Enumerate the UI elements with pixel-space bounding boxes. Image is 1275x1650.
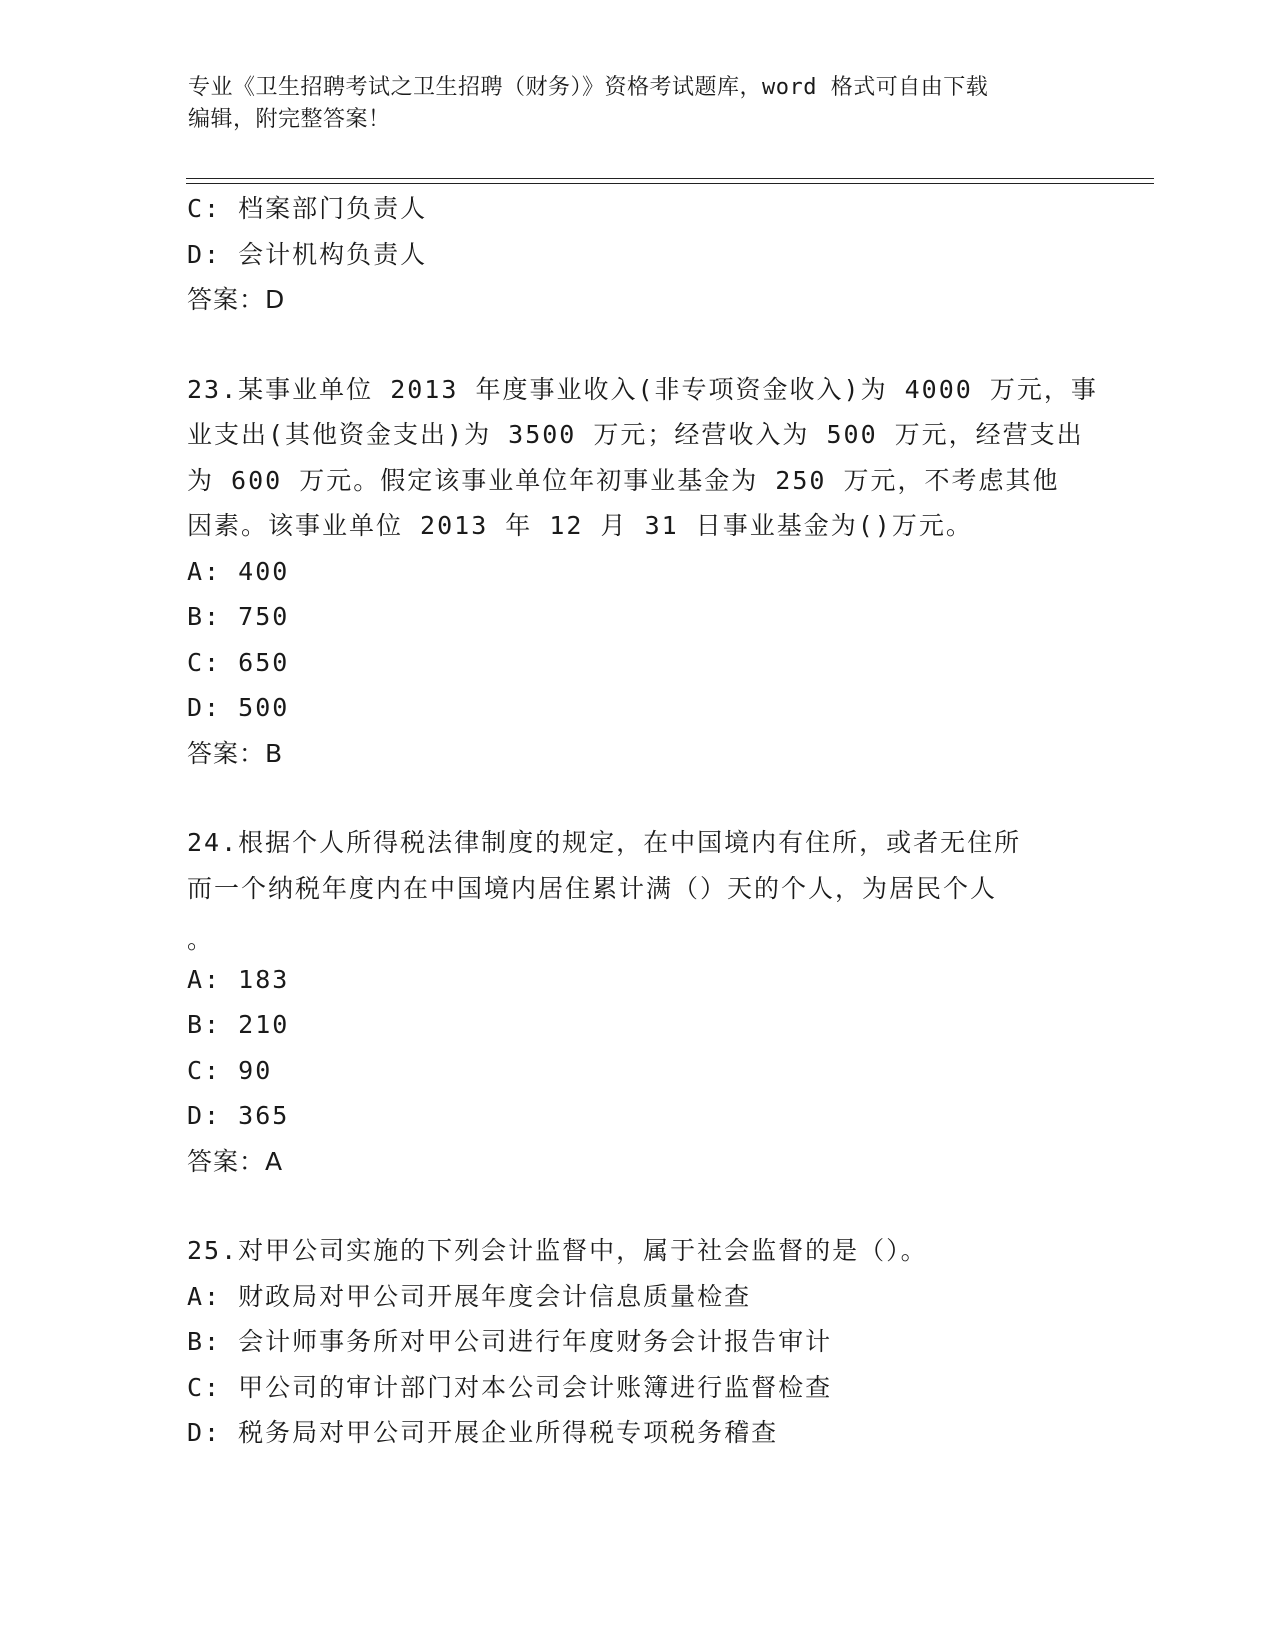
answer: 答案：A xyxy=(187,1146,284,1176)
option-d: D: 会计机构负责人 xyxy=(187,239,428,269)
header-rule-bottom xyxy=(186,183,1154,184)
option-c: C: 650 xyxy=(187,647,290,677)
option-b: B: 会计师事务所对甲公司进行年度财务会计报告审计 xyxy=(187,1327,833,1356)
header-rule-top xyxy=(186,178,1154,179)
option-d: D: 500 xyxy=(187,693,290,722)
question-stem-line: 23.某事业单位 2013 年度事业收入(非专项资金收入)为 4000 万元，事 xyxy=(187,374,1098,404)
question-stem-line: 为 600 万元。假定该事业单位年初事业基金为 250 万元，不考虑其他 xyxy=(187,465,1060,495)
option-d: D: 365 xyxy=(187,1101,290,1130)
answer: 答案：D xyxy=(187,285,286,314)
question-23 xyxy=(187,367,1098,777)
question-stem-line: 业支出(其他资金支出)为 3500 万元；经营收入为 500 万元，经营支出 xyxy=(187,420,1084,449)
question-22-continuation xyxy=(187,186,1087,323)
question-content xyxy=(187,186,1098,1456)
question-stem-line: 。 xyxy=(187,925,215,954)
question-stem-line: 24.根据个人所得税法律制度的规定，在中国境内有住所，或者无住所 xyxy=(187,828,1022,857)
option-d: D: 税务局对甲公司开展企业所得税专项税务稽查 xyxy=(187,1418,779,1447)
page-header xyxy=(188,72,1068,136)
option-c: C: 90 xyxy=(187,1055,273,1085)
question-stem-line: 25.对甲公司实施的下列会计监督中，属于社会监督的是（）。 xyxy=(187,1236,928,1265)
question-stem-line: 因素。该事业单位 2013 年 12 月 31 日事业基金为()万元。 xyxy=(187,511,973,540)
question-25 xyxy=(187,1228,1087,1456)
question-24 xyxy=(187,820,1087,1184)
header-line-2: 编辑，附完整答案！ xyxy=(188,107,391,132)
option-c: C: 档案部门负责人 xyxy=(187,194,428,223)
option-a: A: 183 xyxy=(187,964,290,994)
option-a: A: 400 xyxy=(187,556,290,586)
question-stem-line: 而一个纳税年度内在中国境内居住累计满（）天的个人，为居民个人 xyxy=(187,873,998,903)
option-b: B: 750 xyxy=(187,602,290,631)
answer: 答案：B xyxy=(187,738,284,768)
option-a: A: 财政局对甲公司开展年度会计信息质量检查 xyxy=(187,1281,752,1311)
option-c: C: 甲公司的审计部门对本公司会计账簿进行监督检查 xyxy=(187,1372,833,1402)
header-line-1: 专业《卫生招聘考试之卫生招聘（财务）》资格考试题库，word 格式可自由下载 xyxy=(188,75,989,100)
option-b: B: 210 xyxy=(187,1010,290,1039)
